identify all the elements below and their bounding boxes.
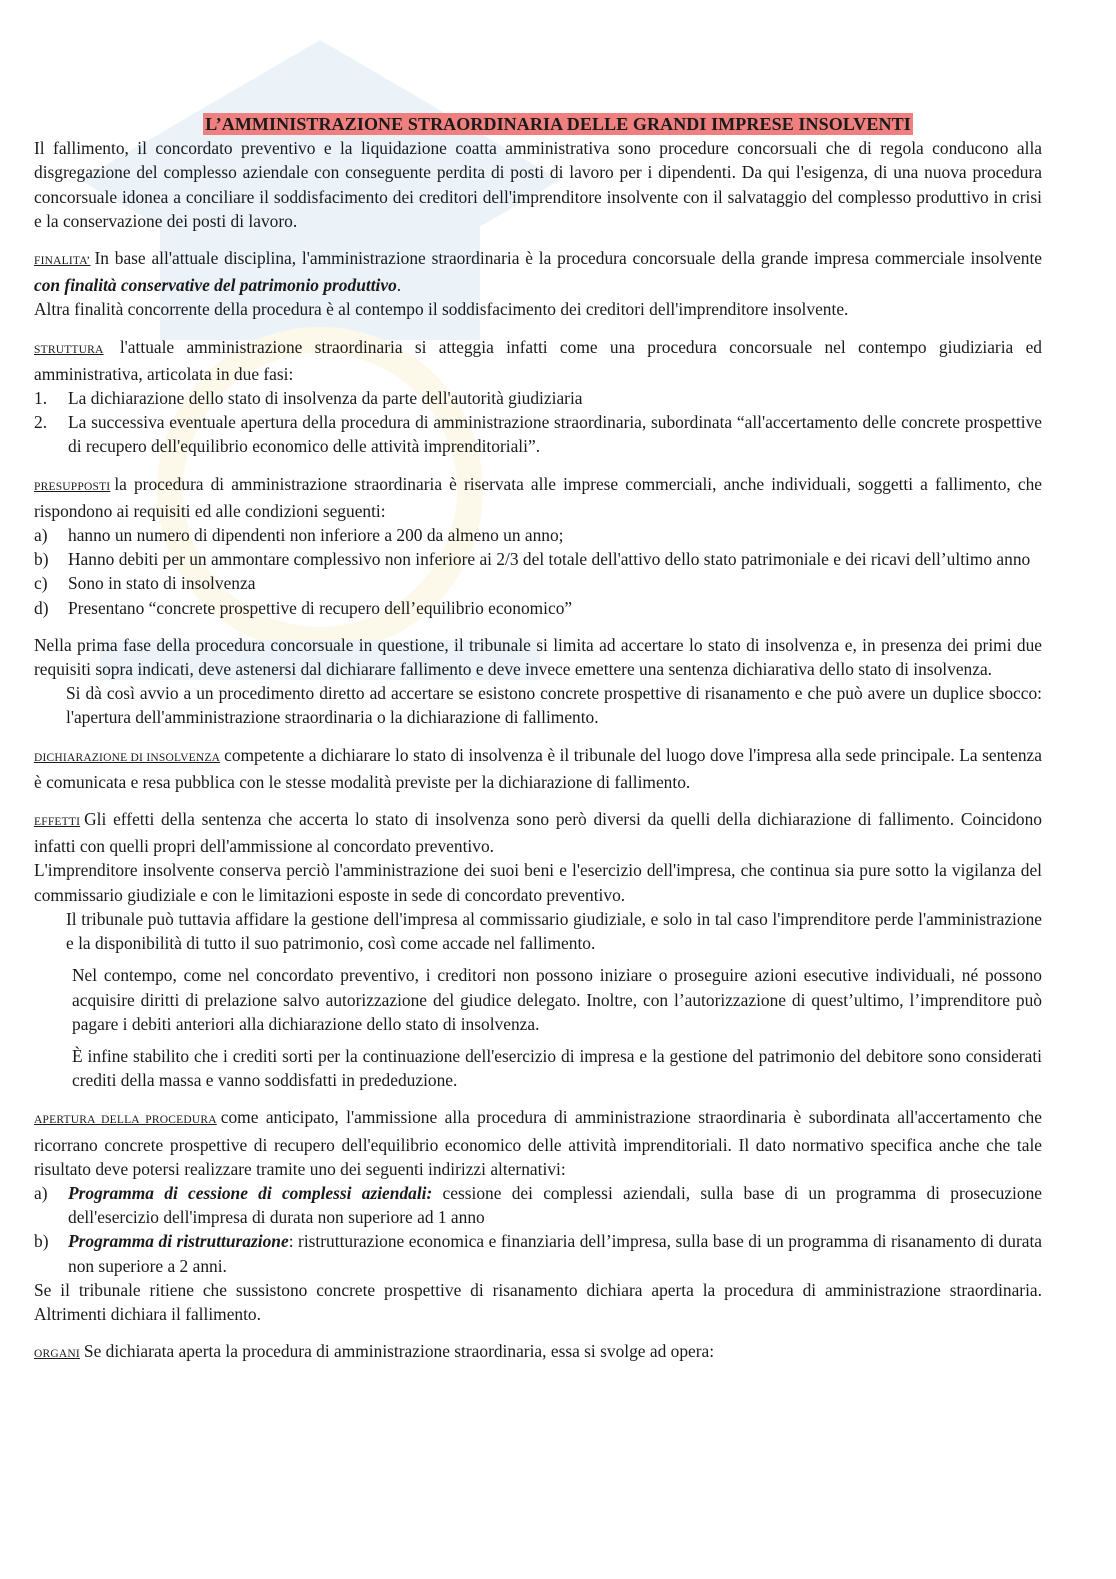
list-item: a) Programma di cessione di complessi aziendali: cessione dei complessi aziendali, sulla base di un programma di prosecuzione dell'esercizio dell'impresa di durata non superiore ad 1 anno	[34, 1182, 1042, 1228]
struttura-list	[34, 386, 1042, 459]
dichiarazione-section: DICHIARAZIONE DI INSOLVENZA competente a dichiarare lo stato di insolvenza è il tribunale del luogo dove l'impresa alla sede principale. La sentenza è comunicata e resa pubblica con le stesse modalità previste per la dichiarazione di fallimento.	[34, 744, 1042, 792]
finalita-section: FINALITA’ In base all'attuale disciplina, l'amministrazione straordinaria è la procedura concorsuale della grande impresa commerciale insolvente con finalità conservative del patrimonio produttivo.	[34, 248, 1042, 296]
effetti-section: EFFETTI Gli effetti della sentenza che accerta lo stato di insolvenza sono però diversi da quelli della dichiarazione di fallimento. Coincidono infatti con quelli propri dell'ammissione al concordato preventivo.	[34, 809, 1042, 857]
list-item: b) Programma di ristrutturazione: ristrutturazione economica e finanziaria dell’impresa, sulla base di un programma di risanamento di durata non superiore a 2 anni.	[34, 1231, 1042, 1276]
list-item: 1. La dichiarazione dello stato di insolvenza da parte dell'autorità giudiziaria	[34, 388, 583, 409]
list-item: c) Sono in stato di insolvenza	[34, 573, 256, 594]
finalita-text3: Altra finalità concorrente della procedura è al contempo il soddisfacimento dei creditori dell'imprenditore insolvente.	[34, 299, 849, 320]
apertura-section: APERTURA DELLA PROCEDURA come anticipato, l'ammissione alla procedura di amministrazione straordinaria è subordinata all'accertamento che ricorrano concrete prospettive di recupero dell'equilibrio economico delle attività imprenditoriali. Il dato normativo specifica anche che tale risultato deve potersi realizzare tramite uno dei seguenti indirizzi alternativi:	[34, 1107, 1042, 1179]
finalita-emphasis: con finalità conservative del patrimonio produttivo	[34, 275, 397, 296]
prima-fase-paragraph: Nella prima fase della procedura concorsuale in questione, il tribunale si limita ad accertare lo stato di insolvenza e, in presenza dei primi due requisiti sopra indicati, deve astenersi dal dichiarare fallimento e deve invece emettere una sentenza dichiarativa dello stato di insolvenza.	[34, 634, 1042, 680]
document-page	[34, 112, 1042, 1366]
organi-label: ORGANI	[34, 1348, 80, 1361]
list-item: a) hanno un numero di dipendenti non inferiore a 200 da almeno un anno;	[34, 525, 564, 546]
finalita-label: FINALITA’	[34, 255, 91, 268]
effetti-text2: L'imprenditore insolvente conserva perciò l'amministrazione dei suoi beni e l'esercizio dell'impresa, che continua sia pure sotto la vigilanza del commissario giudiziale e con le limitazioni esposte in sede di concordato preventivo.	[34, 860, 1042, 905]
effetti-text4: Nel contempo, come nel concordato preventivo, i creditori non possono iniziare o proseguire azioni esecutive individuali, né possono acquisire diritti di prelazione salvo autorizzazione del giudice delegato. Inoltre, con l’autorizzazione di quest’ultimo, l’imprenditore può pagare i debiti anteriori alla dichiarazione dello stato di insolvenza.	[72, 965, 1042, 1034]
list-item: 2. La successiva eventuale apertura della procedura di amministrazione straordinaria, subordinata “all'accertamento delle concrete prospettive di recupero dell'equilibrio economico delle attività imprenditoriali”.	[34, 412, 1042, 457]
effetti-text5: È infine stabilito che i crediti sorti per la continuazione dell'esercizio di impresa e la gestione del patrimonio del debitore sono considerati crediti della massa e vanno soddisfatti in prededuzione.	[72, 1045, 1042, 1091]
effetti-label: EFFETTI	[34, 816, 81, 829]
list-item: d) Presentano “concrete prospettive di recupero dell’equilibrio economico”	[34, 597, 573, 618]
presupposti-list	[34, 523, 1042, 620]
struttura-section: STRUTTURA l'attuale amministrazione straordinaria si atteggia infatti come una procedura concorsuale nel contempo giudiziaria ed amministrativa, articolata in due fasi:	[34, 336, 1042, 384]
document-title: L’AMMINISTRAZIONE STRAORDINARIA DELLE GRANDI IMPRESE INSOLVENTI	[205, 114, 911, 134]
dichiarazione-label: DICHIARAZIONE DI INSOLVENZA	[34, 751, 221, 764]
struttura-label: STRUTTURA	[34, 343, 104, 356]
list-item: b) Hanno debiti per un ammontare complessivo non inferiore ai 2/3 del totale dell'attivo dello stato patrimoniale e dei ricavi dell’ultimo anno	[34, 549, 1031, 570]
avvio-paragraph: Si dà così avvio a un procedimento diretto ad accertare se esistono concrete prospettive di risanamento e che può avere un duplice sbocco: l'apertura dell'amministrazione straordinaria o la dichiarazione di fallimento.	[66, 683, 1042, 728]
intro-paragraph: Il fallimento, il concordato preventivo e la liquidazione coatta amministrativa sono procedure concorsuali che di regola conducono alla disgregazione del complesso aziendale con conseguente perdita di posti di lavoro per i dipendenti. Da qui l'esigenza, di una nuova procedura concorsuale idonea a conciliare il soddisfacimento dei creditori dell'imprenditore insolvente con il salvataggio del complesso produttivo in crisi e la conservazione dei posti di lavoro.	[34, 138, 1042, 231]
apertura-label: APERTURA DELLA PROCEDURA	[34, 1114, 217, 1127]
organi-section: ORGANI Se dichiarata aperta la procedura di amministrazione straordinaria, essa si svolge ad opera:	[34, 1341, 715, 1362]
apertura-list	[34, 1181, 1042, 1278]
presupposti-label: PRESUPPOSTI	[34, 480, 111, 493]
apertura-text2: Se il tribunale ritiene che sussistono concrete prospettive di risanamento dichiara aperta la procedura di amministrazione straordinaria. Altrimenti dichiara il fallimento.	[34, 1279, 1042, 1324]
presupposti-section: PRESUPPOSTI la procedura di amministrazione straordinaria è riservata alle imprese commerciali, anche individuali, soggetti a fallimento, che rispondono ai requisiti ed alle condizioni seguenti:	[34, 473, 1042, 521]
effetti-text3: Il tribunale può tuttavia affidare la gestione dell'impresa al commissario giudiziale, e solo in tal caso l'imprenditore perde l'amministrazione e la disponibilità di tutto il suo patrimonio, così come accade nel fallimento.	[66, 908, 1042, 954]
